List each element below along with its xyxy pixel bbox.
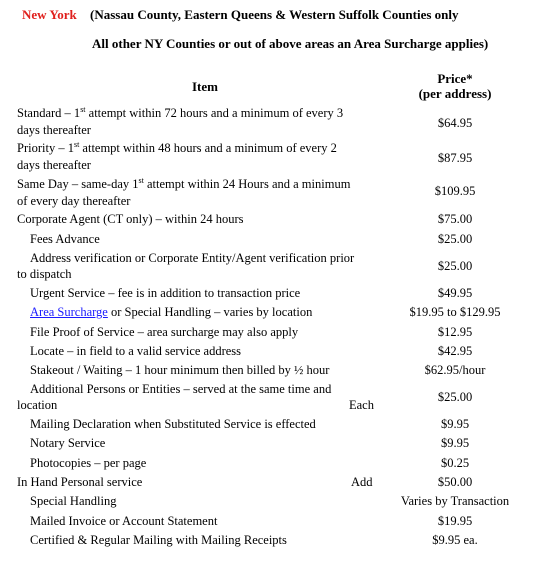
item-price: $0.25: [440, 456, 470, 470]
item-price: $9.95: [440, 436, 470, 450]
surcharge-note: All other NY Counties or out of above areas an Area Surcharge applies): [92, 36, 489, 51]
item-price: $25.00: [437, 390, 473, 404]
item-description: File Proof of Service – area surcharge may also apply: [30, 325, 299, 339]
item-price: $109.95: [434, 184, 476, 198]
item-column-header: Item: [192, 79, 218, 94]
item-description: Mailing Declaration when Substituted Service is effected: [30, 417, 316, 431]
item-price: $87.95: [437, 151, 473, 165]
item-description: Locate – in field to a valid service address: [30, 344, 242, 358]
item-description: Notary Service: [30, 436, 106, 450]
item-superscript: st: [80, 104, 86, 114]
item-superscript: st: [138, 175, 144, 185]
item-text: Same Day – same-day 1: [17, 177, 139, 191]
item-text: Standard – 1: [17, 106, 81, 120]
item-price: $25.00: [437, 232, 473, 246]
item-superscript: st: [73, 139, 80, 149]
item-description: [30, 305, 312, 319]
item-price: $19.95: [437, 514, 473, 528]
price-header-line2: (per address): [418, 86, 492, 101]
item-description-line2: location: [17, 398, 58, 412]
item-description: Stakeout / Waiting – 1 hour minimum then billed by ½ hour: [30, 363, 330, 377]
item-description-line2: of every day thereafter: [17, 194, 131, 208]
price-header-line1: Price*: [437, 71, 473, 86]
item-text: attempt within 48 hours and a minimum of every 2: [79, 141, 337, 155]
item-price: $9.95 ea.: [432, 533, 478, 547]
item-description: Urgent Service – fee is in addition to transaction price: [30, 286, 301, 300]
item-description: [17, 106, 343, 120]
item-price: $12.95: [437, 325, 473, 339]
item-description: Special Handling: [30, 494, 117, 508]
price-column-header: [390, 71, 520, 101]
item-description: [17, 177, 350, 191]
item-price: $62.95/hour: [424, 363, 486, 377]
item-price: Varies by Transaction: [400, 494, 510, 508]
item-qualifier: Each: [349, 398, 374, 412]
item-description: Corporate Agent (CT only) – within 24 hours: [17, 212, 244, 226]
item-description-line2: days thereafter: [17, 158, 91, 172]
item-text: attempt within 24 Hours and a minimum: [143, 177, 351, 191]
item-description: Mailed Invoice or Account Statement: [30, 514, 218, 528]
area-surcharge-link[interactable]: Area Surcharge: [30, 305, 108, 319]
item-price: $25.00: [437, 259, 473, 273]
item-price: $19.95 to $129.95: [409, 305, 501, 319]
item-price: $9.95: [440, 417, 470, 431]
item-description: Certified & Regular Mailing with Mailing Receipts: [30, 533, 287, 547]
item-text: Priority – 1: [17, 141, 74, 155]
item-text: or Special Handling – varies by location: [107, 305, 313, 319]
item-price: $64.95: [437, 116, 473, 130]
item-description-line2: to dispatch: [17, 267, 72, 281]
item-description: Address verification or Corporate Entity/Agent verification prior: [30, 251, 355, 265]
item-description: Additional Persons or Entities – served at the same time and: [30, 382, 332, 396]
item-price: $49.95: [437, 286, 473, 300]
item-description: [17, 141, 337, 155]
item-qualifier: Add: [351, 475, 373, 489]
item-price: $75.00: [437, 212, 473, 226]
item-description: In Hand Personal service: [17, 475, 143, 489]
header-line: [22, 8, 459, 22]
item-text: attempt within 72 hours and a minimum of every 3: [85, 106, 344, 120]
item-description: Photocopies – per page: [30, 456, 147, 470]
counties-note: (Nassau County, Eastern Queens & Western Suffolk Counties only: [90, 7, 459, 22]
item-price: $42.95: [437, 344, 473, 358]
item-description-line2: days thereafter: [17, 123, 91, 137]
item-description: Fees Advance: [30, 232, 100, 246]
state-title: New York: [22, 7, 77, 22]
item-price: $50.00: [437, 475, 473, 489]
